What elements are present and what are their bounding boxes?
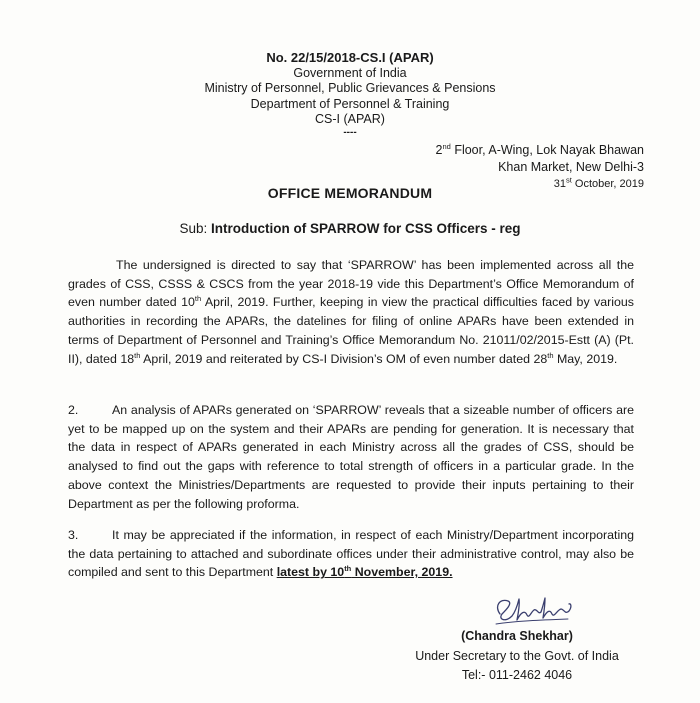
para1-sup-2: th xyxy=(134,350,141,360)
reference-number: No. 22/15/2018-CS.I (APAR) xyxy=(266,50,434,65)
date-day: 31 xyxy=(553,178,566,190)
paragraph-3 xyxy=(68,526,634,582)
date-suffix: st xyxy=(565,175,572,185)
floor-number: 2 xyxy=(435,143,443,157)
issuer-government: Government of India xyxy=(293,65,407,80)
para1-part-c: April, 2019 and reiterated by CS-I Division’s OM of even number dated 28 xyxy=(140,351,548,366)
issuer-department: Department of Personnel & Training xyxy=(250,96,450,111)
letterhead xyxy=(0,50,700,138)
memo-subject xyxy=(0,221,700,236)
floor-rest: Floor, A-Wing, Lok Nayak Bhawan xyxy=(450,143,644,157)
deadline-part-b: November, 2019. xyxy=(351,565,453,580)
para3-text: It may be appreciated if the information, in respect of each Ministry/Department incorporating the data pertaining to attached and subordinate offices under their administrative control, may also be compiled and sent to this Department xyxy=(68,528,634,580)
deadline-part-a: latest by 10 xyxy=(276,565,345,580)
paragraph-2 xyxy=(68,401,634,513)
address-line-1 xyxy=(436,142,644,159)
signatory-block xyxy=(392,627,642,686)
subject-prefix: Sub: xyxy=(179,221,211,236)
para2-number: 2. xyxy=(68,403,79,417)
subject-text: Introduction of SPARROW for CSS Officers - reg xyxy=(211,221,521,236)
signatory-telephone: Tel:- 011-2462 4046 xyxy=(461,668,573,682)
para1-part-a: The undersigned is directed to say that ‘SPARROW’ has been implemented across all the grades of CSS, CSSS & CSCS from the year 2018-19 vide this Department’s Office Memorandum of even number dated 10 xyxy=(68,258,634,310)
para1-part-b: April, 2019. Further, keeping in view the practical difficulties faced by various authorities in recording the APARs, the datelines for filing of online APARs have been extended in terms of Department of Personnel and Training’s Office Memorandum No. 21011/02/2015-Estt (A) (Pt. II), dated 18 xyxy=(68,295,634,366)
para1-sup-3: th xyxy=(547,350,554,360)
memo-title: OFFICE MEMORANDUM xyxy=(267,185,433,201)
deadline-suffix: th xyxy=(344,564,352,574)
issuer-section: CS-I (APAR) xyxy=(315,112,385,127)
header-divider: ---- xyxy=(343,126,357,138)
paragraph-1 xyxy=(68,256,634,368)
address-line-2: Khan Market, New Delhi-3 xyxy=(498,160,644,174)
floor-suffix: nd xyxy=(442,141,451,151)
handwritten-signature xyxy=(486,594,586,628)
para1-part-d: May, 2019. xyxy=(553,351,618,366)
issuer-ministry: Ministry of Personnel, Public Grievances & Pensions xyxy=(204,81,496,96)
deadline xyxy=(277,565,453,579)
signatory-name: (Chandra Shekhar) xyxy=(461,629,573,643)
para3-number: 3. xyxy=(68,528,79,542)
para2-text: An analysis of APARs generated on ‘SPARROW’ reveals that a sizeable number of officers are yet to be mapped up on the system and their APARs are pending for generation. It is necessary that the data in respect of APARs generated in each Ministry across all the grades of CSS, should be analysed to find out the gaps with reference to total strength of officers in a particular grade. In the above context the Ministries/Departments are requested to provide their inputs pertaining to their Department as per the following proforma. xyxy=(68,403,634,511)
date-rest: October, 2019 xyxy=(571,178,644,190)
signatory-designation: Under Secretary to the Govt. of India xyxy=(415,648,619,663)
para1-sup-1: th xyxy=(194,294,202,304)
